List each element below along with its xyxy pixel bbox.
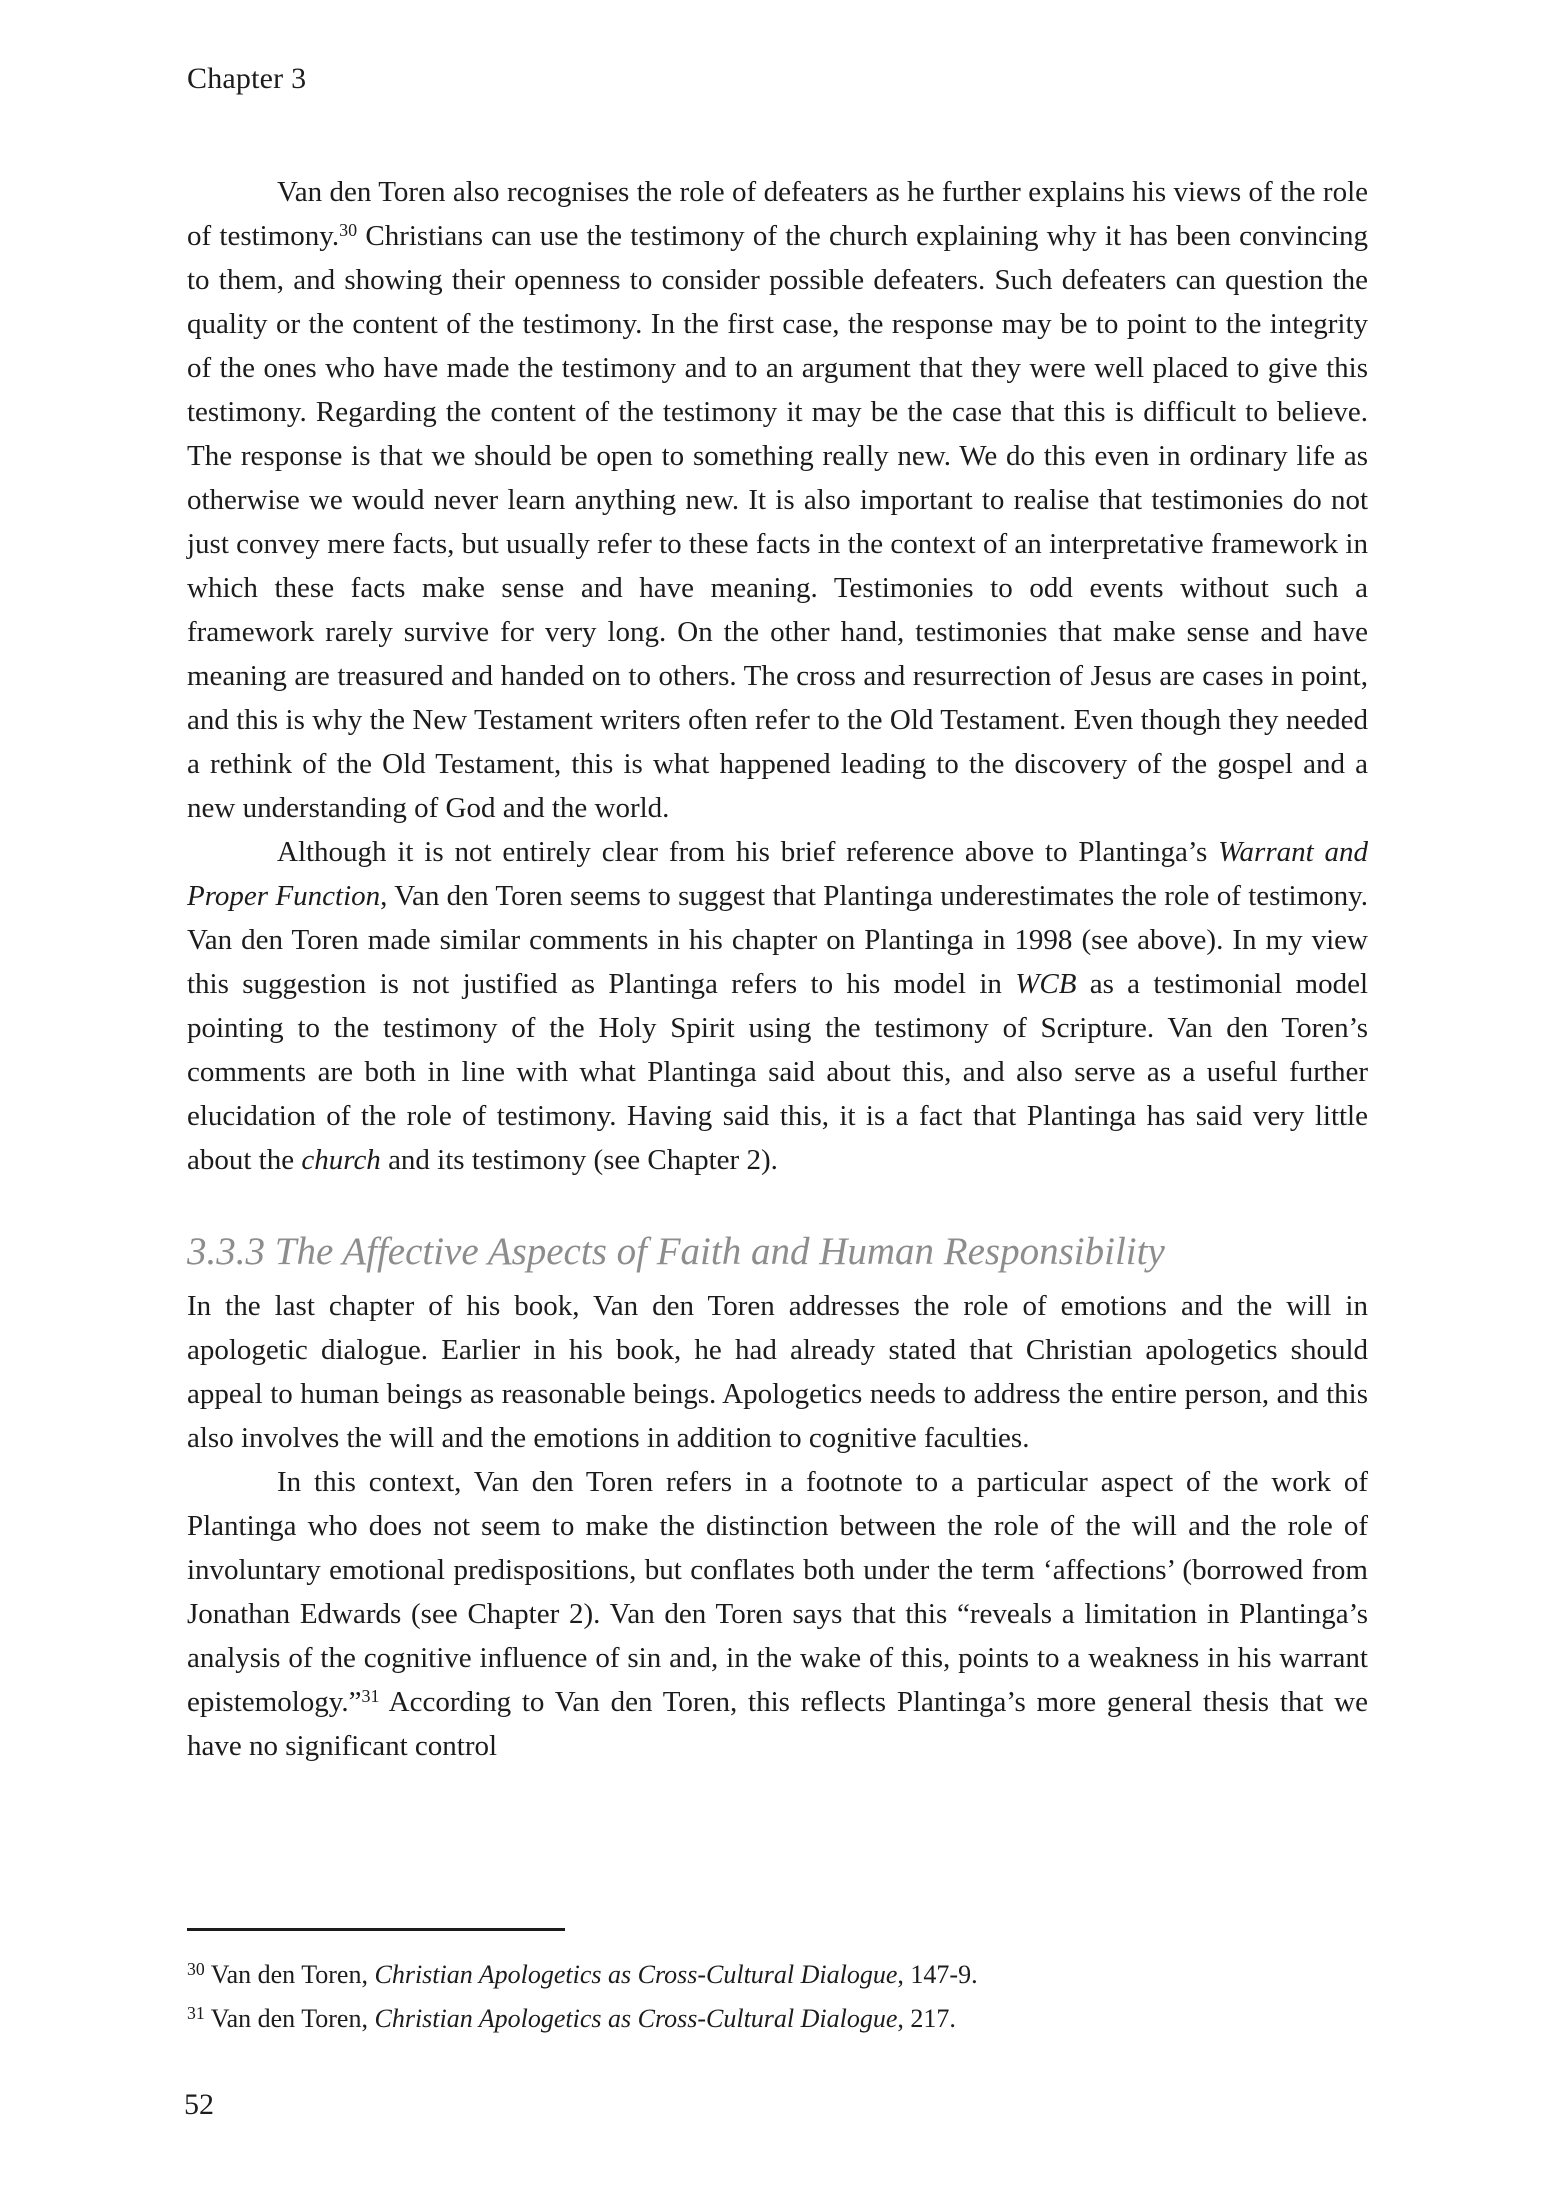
cited-work-title: Christian Apologetics as Cross-Cultural Dialogue bbox=[374, 2004, 898, 2033]
text-run: Van den Toren also recognises the role of defeaters as he further explains his views of the role of testimony. bbox=[187, 176, 1368, 252]
page-number: 52 bbox=[184, 2088, 214, 2121]
paragraph-4 bbox=[187, 1460, 1368, 1768]
footnote-ref-30: 30 bbox=[339, 220, 358, 241]
text-run: According to Van den Toren, this reflects Plantinga’s more general thesis that we have no significant control bbox=[187, 1686, 1368, 1762]
cited-work-title: Warrant and Proper Function bbox=[187, 836, 1369, 912]
footnote-31 bbox=[187, 1997, 1368, 2041]
text-run: and its testimony (see Chapter 2). bbox=[380, 1144, 778, 1176]
footnote-area bbox=[187, 1928, 1368, 2041]
text-run: Christians can use the testimony of the church explaining why it has been convincing to them, and showing their openness to consider possible defeaters. Such defeaters can question the quality or the content of the testimony. In the first case, the response may be to point to the integrity of the ones who have made the testimony and to an argument that they were well placed to give this testimony. Regarding the content of the testimony it may be the case that this is difficult to believe. The response is that we should be open to something really new. We do this even in ordinary life as otherwise we would never learn anything new. It is also important to realise that testimonies do not just convey mere facts, but usually refer to these facts in the context of an interpretative framework in which these facts make sense and have meaning. Testimonies to odd events without such a framework rarely survive for very long. On the other hand, testimonies that make sense and have meaning are treasured and handed on to others. The cross and resurrection of Jesus are cases in point, and this is why the New Testament writers often refer to the Old Testament. Even though they needed a rethink of the Old Testament, this is what happened leading to the discovery of the gospel and a new understanding of God and the world. bbox=[187, 220, 1368, 824]
footnote-separator-rule bbox=[187, 1928, 565, 1931]
footnote-number: 31 bbox=[187, 2003, 205, 2024]
emphasized-word: church bbox=[301, 1144, 381, 1176]
footnote-30 bbox=[187, 1953, 1368, 1997]
text-run: Although it is not entirely clear from his brief reference above to Plantinga’s bbox=[277, 836, 1219, 868]
text-run: , 147-9. bbox=[897, 1960, 978, 1989]
text-run: Van den Toren, bbox=[204, 1960, 375, 1989]
text-run: as a testimonial model pointing to the testimony of the Holy Spirit using the testimony of Scripture. Van den Toren’s comments are both in line with what Plantinga said about this, and also serve as a useful further elucidation of the role of testimony. Having said this, it is a fact that Plantinga has said very little about the bbox=[187, 968, 1369, 1176]
text-block bbox=[187, 170, 1368, 1768]
running-header: Chapter 3 bbox=[187, 62, 307, 95]
text-run: , Van den Toren seems to suggest that Plantinga underestimates the role of testimony. Van den Toren made similar comments in his chapter on Plantinga in 1998 (see above). In my view this suggestion is not justified as Plantinga refers to his model in bbox=[187, 880, 1369, 1000]
cited-work-abbreviation: WCB bbox=[1015, 968, 1077, 1000]
text-run: , 217. bbox=[897, 2004, 956, 2033]
footnote-ref-31: 31 bbox=[361, 1686, 380, 1707]
cited-work-title: Christian Apologetics as Cross-Cultural Dialogue bbox=[374, 1960, 898, 1989]
paragraph-3: In the last chapter of his book, Van den Toren addresses the role of emotions and the will in apologetic dialogue. Earlier in his book, he had already stated that Christian apologetics should appeal to human beings as reasonable beings. Apologetics needs to address the entire person, and this also involves the will and the emotions in addition to cognitive faculties. bbox=[187, 1290, 1368, 1454]
text-run: In this context, Van den Toren refers in a footnote to a particular aspect of the work of Plantinga who does not seem to make the distinction between the role of the will and the role of involuntary emotional predispositions, but conflates both under the term ‘affections’ (borrowed from Jonathan Edwards (see Chapter 2). Van den Toren says that this “reveals a limitation in Plantinga’s analysis of the cognitive influence of sin and, in the wake of this, points to a weakness in his warrant epistemology.” bbox=[187, 1466, 1368, 1718]
section-heading: 3.3.3 The Affective Aspects of Faith and Human Responsibility bbox=[187, 1230, 1165, 1273]
paragraph-1 bbox=[187, 170, 1368, 830]
paragraph-2 bbox=[187, 830, 1368, 1182]
text-run: Van den Toren, bbox=[204, 2004, 375, 2033]
footnote-number: 30 bbox=[187, 1959, 205, 1980]
